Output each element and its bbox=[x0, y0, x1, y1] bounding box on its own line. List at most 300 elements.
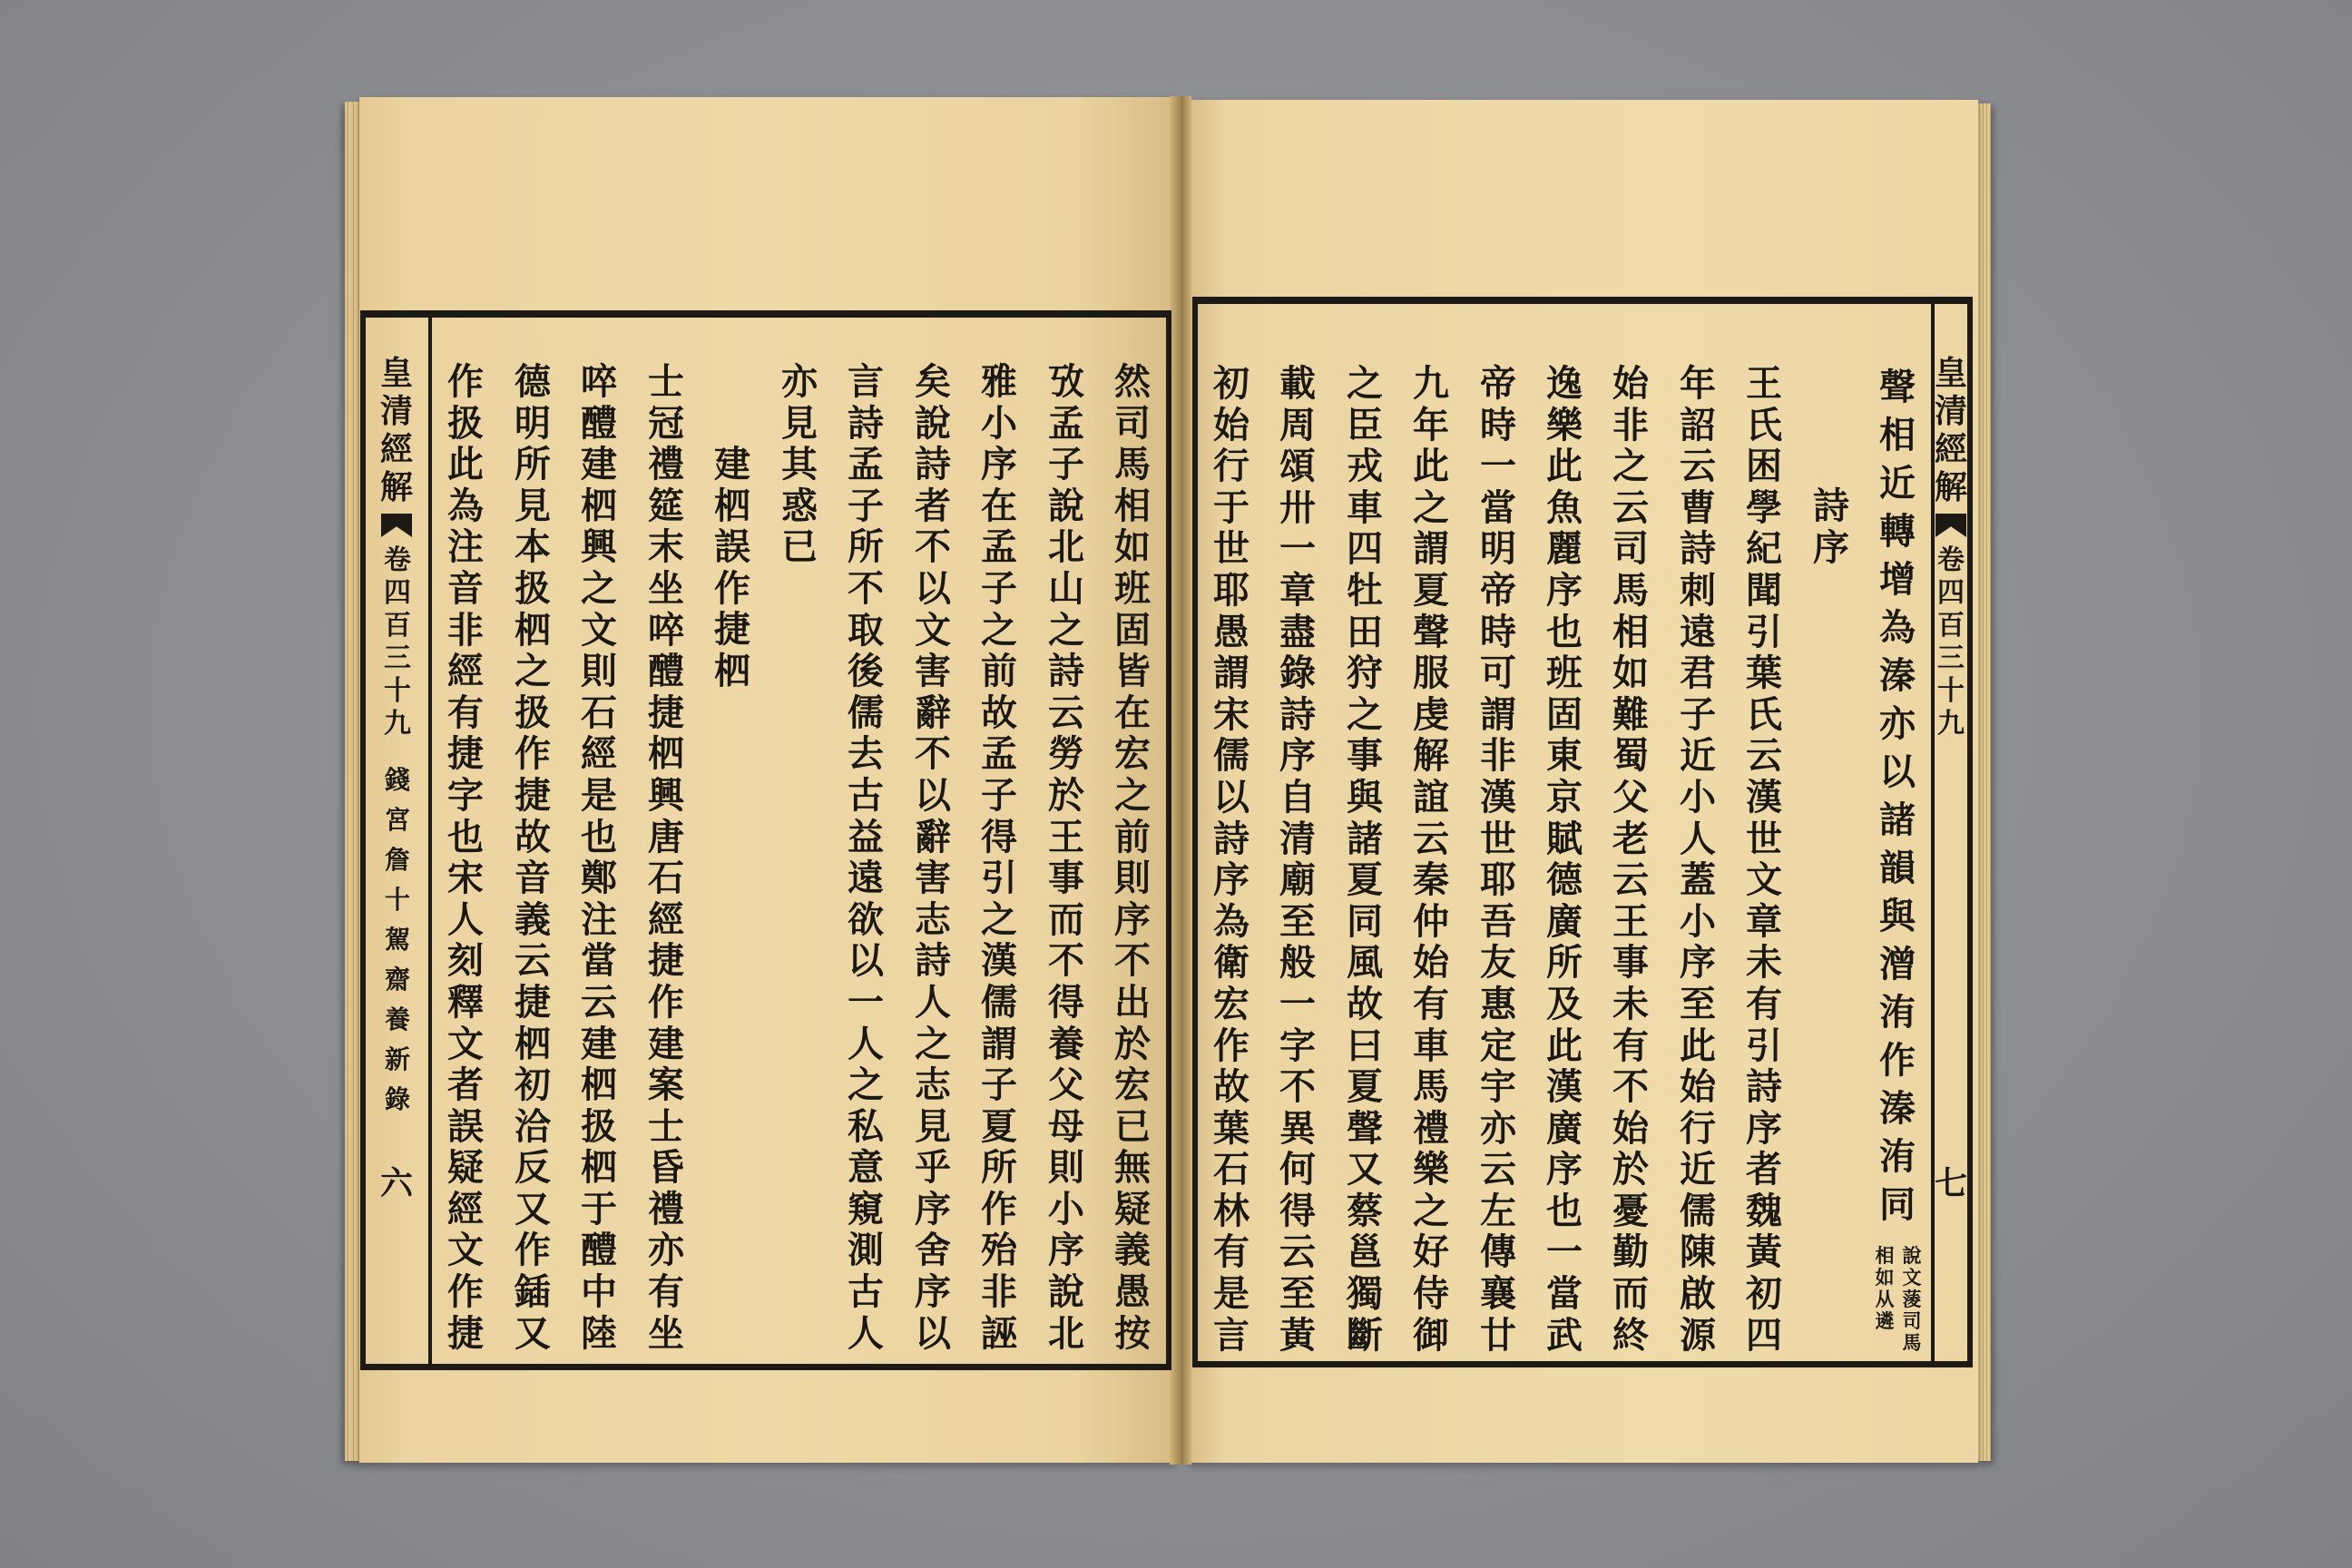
glyph: 柶 bbox=[514, 608, 551, 652]
glyph: 事 bbox=[1347, 734, 1383, 778]
glyph: 益 bbox=[848, 815, 884, 858]
glyph: 相 bbox=[1875, 1244, 1895, 1267]
glyph: 清 bbox=[379, 392, 413, 430]
glyph: 父 bbox=[1612, 775, 1649, 818]
glyph: 如 bbox=[1612, 652, 1649, 695]
glyph: 司 bbox=[1902, 1309, 1922, 1332]
glyph: 也 bbox=[447, 815, 484, 858]
glyph: 經 bbox=[379, 430, 413, 468]
glyph: 子 bbox=[981, 566, 1017, 610]
glyph: 於 bbox=[1048, 773, 1084, 817]
glyph: 云 bbox=[1413, 817, 1449, 860]
glyph: 蓋 bbox=[1680, 858, 1716, 902]
glyph: 意 bbox=[848, 1146, 884, 1190]
glyph: 亦 bbox=[1879, 702, 1916, 745]
glyph: 氏 bbox=[1746, 403, 1782, 446]
glyph: 建 bbox=[648, 1022, 684, 1065]
left-banxin-work-title bbox=[379, 760, 416, 1120]
glyph: 山 bbox=[1048, 566, 1084, 610]
glyph: 作 bbox=[447, 1270, 484, 1314]
glyph: 注 bbox=[447, 525, 484, 569]
glyph: 錢 bbox=[384, 765, 410, 795]
glyph: 一 bbox=[1546, 1230, 1583, 1274]
glyph: 漢 bbox=[1746, 775, 1782, 818]
glyph: 洧 bbox=[1879, 991, 1916, 1034]
glyph: 序 bbox=[1114, 897, 1151, 941]
glyph: 無 bbox=[1114, 1146, 1151, 1190]
glyph: 武 bbox=[1546, 1313, 1583, 1357]
glyph: 王 bbox=[1048, 815, 1084, 858]
glyph: 柶 bbox=[648, 732, 684, 776]
glyph: 漢 bbox=[1480, 775, 1516, 818]
glyph: 經 bbox=[1934, 430, 1967, 468]
glyph: 陸 bbox=[581, 1311, 617, 1355]
glyph: 古 bbox=[848, 773, 884, 817]
glyph: 以 bbox=[915, 1311, 951, 1355]
glyph: 亦 bbox=[648, 1229, 684, 1272]
glyph: 勞 bbox=[1048, 732, 1084, 776]
glyph: 文 bbox=[1746, 858, 1782, 902]
glyph: 者 bbox=[915, 484, 951, 527]
glyph: 聲 bbox=[1413, 610, 1449, 653]
glyph: 者 bbox=[1746, 1148, 1782, 1191]
glyph: 本 bbox=[514, 525, 551, 569]
glyph: 扱 bbox=[581, 1104, 617, 1148]
glyph: 車 bbox=[1347, 485, 1383, 529]
glyph: 三 bbox=[1937, 642, 1965, 674]
glyph: 衛 bbox=[1213, 941, 1250, 985]
glyph: 夏 bbox=[1413, 568, 1449, 612]
glyph: 取 bbox=[848, 608, 884, 652]
glyph: 興 bbox=[648, 773, 684, 817]
glyph: 建 bbox=[581, 443, 617, 486]
book-gutter bbox=[1170, 96, 1191, 1465]
glyph: 云 bbox=[1612, 858, 1649, 902]
glyph: 頌 bbox=[1279, 445, 1316, 488]
glyph: 卅 bbox=[1279, 485, 1316, 529]
glyph: 洧 bbox=[1879, 1135, 1916, 1178]
glyph: 序 bbox=[1813, 525, 1849, 569]
glyph: 葉 bbox=[1213, 1106, 1250, 1150]
glyph: 諸 bbox=[1879, 799, 1916, 841]
glyph: 人 bbox=[848, 1022, 884, 1065]
glyph: 儒 bbox=[848, 691, 884, 734]
glyph: 秦 bbox=[1413, 858, 1449, 902]
glyph: 固 bbox=[1546, 692, 1583, 736]
glyph: 未 bbox=[1746, 941, 1782, 985]
glyph: 之 bbox=[981, 897, 1017, 941]
glyph: 欲 bbox=[848, 897, 884, 941]
glyph: 序 bbox=[1213, 858, 1250, 902]
glyph: 以 bbox=[1213, 775, 1250, 818]
glyph: 為 bbox=[447, 484, 484, 527]
glyph: 聞 bbox=[1746, 568, 1782, 612]
glyph: 義 bbox=[1114, 1229, 1151, 1272]
glyph: 文 bbox=[1902, 1266, 1922, 1289]
glyph: 禮 bbox=[1413, 1106, 1449, 1150]
glyph: 序 bbox=[1048, 1229, 1084, 1272]
glyph: 作 bbox=[1879, 1039, 1916, 1082]
glyph: 小 bbox=[1680, 775, 1716, 818]
glyph: 困 bbox=[1746, 445, 1782, 488]
text-column bbox=[1866, 363, 1929, 1229]
glyph: 近 bbox=[1879, 462, 1916, 505]
glyph: 者 bbox=[447, 1063, 484, 1107]
glyph: 云 bbox=[1480, 1148, 1516, 1191]
glyph: 詩 bbox=[1279, 692, 1316, 736]
glyph: 有 bbox=[1413, 982, 1449, 1025]
glyph: 是 bbox=[581, 773, 617, 817]
glyph: 出 bbox=[1114, 980, 1151, 1024]
glyph: 誼 bbox=[1413, 775, 1449, 818]
glyph: 與 bbox=[1879, 895, 1916, 937]
glyph: 窺 bbox=[848, 1187, 884, 1230]
glyph: 時 bbox=[1480, 610, 1516, 653]
glyph: 當 bbox=[1480, 485, 1516, 529]
glyph: 醴 bbox=[581, 401, 617, 445]
glyph: 愚 bbox=[1213, 610, 1250, 653]
glyph: 石 bbox=[648, 857, 684, 900]
glyph: 源 bbox=[1680, 1313, 1716, 1357]
glyph: 皇 bbox=[1934, 354, 1967, 392]
glyph: 魚 bbox=[1546, 485, 1583, 529]
glyph: 魏 bbox=[1746, 1189, 1782, 1232]
glyph: 陳 bbox=[1680, 1230, 1716, 1274]
glyph: 疑 bbox=[1114, 1187, 1151, 1230]
right-page-edges bbox=[1976, 103, 1991, 1461]
glyph: 乎 bbox=[915, 1146, 951, 1190]
glyph: 司 bbox=[1612, 527, 1649, 571]
glyph: 然 bbox=[1114, 360, 1151, 403]
glyph: 此 bbox=[1680, 1024, 1716, 1067]
glyph: 此 bbox=[447, 443, 484, 486]
glyph: 母 bbox=[1048, 1104, 1084, 1148]
glyph: 孟 bbox=[981, 525, 1017, 569]
glyph: 小 bbox=[1048, 1187, 1084, 1230]
glyph: 學 bbox=[1746, 485, 1782, 529]
glyph: 溱 bbox=[1879, 654, 1916, 697]
glyph: 耶 bbox=[1213, 568, 1250, 612]
glyph: 作 bbox=[981, 1187, 1017, 1230]
glyph: 百 bbox=[1937, 610, 1965, 642]
glyph: 章 bbox=[1279, 568, 1316, 612]
text-column bbox=[768, 361, 831, 568]
glyph: 四 bbox=[384, 577, 411, 609]
glyph: 扱 bbox=[514, 691, 551, 734]
glyph: 注 bbox=[581, 897, 617, 941]
glyph: 詩 bbox=[1746, 1065, 1782, 1109]
glyph: 君 bbox=[1680, 652, 1716, 695]
glyph: 解 bbox=[379, 468, 413, 506]
glyph: 詩 bbox=[848, 401, 884, 445]
glyph: 漢 bbox=[1546, 1065, 1583, 1109]
glyph: 紀 bbox=[1746, 527, 1782, 571]
glyph: 九 bbox=[384, 708, 411, 740]
glyph: 至 bbox=[1680, 982, 1716, 1025]
glyph: 皆 bbox=[1114, 650, 1151, 693]
glyph: 非 bbox=[1612, 403, 1649, 446]
glyph: 侍 bbox=[1413, 1272, 1449, 1316]
glyph: 一 bbox=[1279, 982, 1316, 1025]
glyph: 捷 bbox=[447, 1311, 484, 1355]
glyph: 相 bbox=[1114, 484, 1151, 527]
glyph: 駕 bbox=[384, 925, 410, 955]
glyph: 相 bbox=[1612, 610, 1649, 653]
glyph: 醴 bbox=[581, 1229, 617, 1272]
glyph: 序 bbox=[1279, 734, 1316, 778]
glyph: 唐 bbox=[648, 815, 684, 858]
glyph: 醴 bbox=[648, 650, 684, 693]
glyph: 詩 bbox=[1813, 485, 1849, 527]
glyph: 也 bbox=[581, 815, 617, 858]
glyph: 謂 bbox=[1413, 527, 1449, 571]
glyph: 仲 bbox=[1413, 899, 1449, 943]
glyph: 樂 bbox=[1413, 1148, 1449, 1191]
glyph: 後 bbox=[848, 650, 884, 693]
glyph: 昏 bbox=[648, 1146, 684, 1190]
glyph: 得 bbox=[1048, 980, 1084, 1024]
glyph: 柶 bbox=[581, 1063, 617, 1107]
glyph: 字 bbox=[447, 773, 484, 817]
glyph: 害 bbox=[915, 857, 951, 900]
glyph: 夏 bbox=[981, 1104, 1017, 1148]
glyph: 曰 bbox=[1347, 1024, 1383, 1067]
glyph: 新 bbox=[384, 1044, 410, 1074]
glyph: 已 bbox=[781, 525, 818, 569]
glyph: 車 bbox=[1413, 1024, 1449, 1067]
glyph: 之 bbox=[1413, 1189, 1449, 1232]
glyph: 中 bbox=[581, 1270, 617, 1314]
glyph: 之 bbox=[848, 1063, 884, 1107]
glyph: 測 bbox=[848, 1229, 884, 1272]
glyph: 故 bbox=[981, 691, 1017, 734]
glyph: 儒 bbox=[1680, 1189, 1716, 1232]
glyph: 四 bbox=[1347, 527, 1383, 571]
glyph: 異 bbox=[1279, 1106, 1316, 1150]
glyph: 司 bbox=[1114, 401, 1151, 445]
glyph: 至 bbox=[1279, 899, 1316, 943]
glyph: 四 bbox=[1746, 1313, 1782, 1357]
glyph: 說 bbox=[1048, 1270, 1084, 1314]
glyph: 是 bbox=[1213, 1272, 1250, 1316]
glyph: 蔆 bbox=[1902, 1288, 1922, 1310]
glyph: 十 bbox=[384, 885, 410, 915]
glyph: 東 bbox=[1546, 734, 1583, 778]
text-column bbox=[1266, 363, 1329, 1356]
glyph: 左 bbox=[1480, 1189, 1516, 1232]
glyph: 之 bbox=[1347, 692, 1383, 736]
glyph: 子 bbox=[1680, 692, 1716, 736]
glyph: 則 bbox=[581, 650, 617, 693]
glyph: 京 bbox=[1546, 775, 1583, 818]
glyph: 清 bbox=[1279, 817, 1316, 860]
glyph: 宏 bbox=[1114, 1063, 1151, 1107]
glyph: 害 bbox=[915, 650, 951, 693]
glyph: 小 bbox=[981, 401, 1017, 445]
glyph: 狩 bbox=[1347, 652, 1383, 695]
glyph: 序 bbox=[1746, 1106, 1782, 1150]
glyph: 轉 bbox=[1879, 510, 1916, 553]
glyph: 孟 bbox=[1048, 401, 1084, 445]
glyph: 同 bbox=[1347, 899, 1383, 943]
glyph: 之 bbox=[1612, 445, 1649, 488]
glyph: 序 bbox=[915, 1270, 951, 1314]
glyph: 風 bbox=[1347, 941, 1383, 985]
glyph: 興 bbox=[581, 525, 617, 569]
glyph: 則 bbox=[1114, 857, 1151, 900]
glyph: 事 bbox=[1048, 857, 1084, 900]
text-column bbox=[1200, 363, 1263, 1356]
glyph: 馬 bbox=[1114, 443, 1151, 486]
glyph: 七 bbox=[1934, 1164, 1967, 1202]
entry-heading bbox=[1799, 361, 1863, 568]
glyph: 在 bbox=[981, 484, 1017, 527]
glyph: 廿 bbox=[1480, 1313, 1516, 1357]
glyph: 如 bbox=[1114, 525, 1151, 569]
glyph: 九 bbox=[1937, 708, 1965, 740]
glyph: 定 bbox=[1480, 1024, 1516, 1067]
glyph: 固 bbox=[1114, 608, 1151, 652]
glyph: 當 bbox=[581, 939, 617, 983]
glyph: 攷 bbox=[1048, 360, 1084, 403]
glyph: 此 bbox=[1546, 1024, 1583, 1067]
glyph: 廣 bbox=[1546, 899, 1583, 943]
glyph: 所 bbox=[848, 525, 884, 569]
glyph: 錄 bbox=[384, 1084, 410, 1114]
glyph: 反 bbox=[514, 1146, 551, 1190]
glyph: 又 bbox=[514, 1311, 551, 1355]
glyph: 詩 bbox=[1680, 527, 1716, 571]
glyph: 云 bbox=[1048, 691, 1084, 734]
glyph: 去 bbox=[848, 732, 884, 776]
glyph: 相 bbox=[1879, 414, 1916, 456]
glyph: 人 bbox=[848, 1311, 884, 1355]
glyph: 於 bbox=[1612, 1148, 1649, 1191]
glyph: 故 bbox=[1213, 1065, 1250, 1109]
glyph: 近 bbox=[1680, 1148, 1716, 1191]
glyph: 樂 bbox=[1546, 403, 1583, 446]
glyph: 說 bbox=[915, 401, 951, 445]
glyph: 石 bbox=[1213, 1148, 1250, 1191]
glyph: 啐 bbox=[581, 360, 617, 403]
glyph: 其 bbox=[781, 443, 818, 486]
glyph: 所 bbox=[1546, 941, 1583, 985]
glyph: 舍 bbox=[915, 1229, 951, 1272]
glyph: 之 bbox=[915, 1022, 951, 1065]
glyph: 馬 bbox=[1612, 568, 1649, 612]
glyph: 可 bbox=[1480, 652, 1516, 695]
glyph: 柶 bbox=[714, 649, 750, 692]
text-column bbox=[434, 361, 497, 1354]
glyph: 所 bbox=[514, 443, 551, 486]
glyph: 捷 bbox=[714, 608, 750, 652]
glyph: 所 bbox=[981, 1146, 1017, 1190]
glyph: 錄 bbox=[1279, 652, 1316, 695]
glyph: 作 bbox=[447, 360, 484, 403]
glyph: 則 bbox=[1048, 1146, 1084, 1190]
glyph: 一 bbox=[1279, 527, 1316, 571]
glyph: 以 bbox=[1879, 750, 1916, 793]
glyph: 之 bbox=[1048, 608, 1084, 652]
glyph: 襄 bbox=[1480, 1272, 1516, 1316]
glyph: 也 bbox=[1546, 1189, 1583, 1232]
glyph: 北 bbox=[1048, 1311, 1084, 1355]
glyph: 筵 bbox=[648, 484, 684, 527]
glyph: 解 bbox=[1934, 468, 1967, 506]
glyph: 四 bbox=[1937, 577, 1965, 609]
glyph: 禮 bbox=[648, 1187, 684, 1230]
glyph: 未 bbox=[1612, 982, 1649, 1025]
glyph: 百 bbox=[384, 610, 411, 642]
glyph: 子 bbox=[981, 773, 1017, 817]
glyph: 誤 bbox=[447, 1104, 484, 1148]
text-column bbox=[1101, 361, 1164, 1354]
glyph: 惠 bbox=[1480, 982, 1516, 1025]
glyph: 謂 bbox=[1213, 652, 1250, 695]
glyph: 洽 bbox=[514, 1104, 551, 1148]
interlinear-note bbox=[1871, 1245, 1898, 1332]
glyph: 序 bbox=[1546, 568, 1583, 612]
glyph: 不 bbox=[1048, 939, 1084, 983]
glyph: 云 bbox=[1746, 734, 1782, 778]
glyph: 班 bbox=[1546, 652, 1583, 695]
glyph: 按 bbox=[1114, 1311, 1151, 1355]
glyph: 音 bbox=[514, 857, 551, 900]
text-column bbox=[1599, 363, 1662, 1356]
glyph: 馬 bbox=[1413, 1065, 1449, 1109]
glyph: 齋 bbox=[384, 965, 410, 995]
glyph: 諸 bbox=[1347, 817, 1383, 860]
glyph: 文 bbox=[447, 1229, 484, 1272]
glyph: 冠 bbox=[648, 401, 684, 445]
glyph: 有 bbox=[648, 1270, 684, 1314]
glyph: 柶 bbox=[714, 484, 750, 527]
text-column bbox=[1466, 363, 1530, 1356]
glyph: 廟 bbox=[1279, 858, 1316, 902]
glyph: 子 bbox=[848, 484, 884, 527]
glyph: 石 bbox=[581, 691, 617, 734]
text-column bbox=[967, 361, 1031, 1354]
glyph: 古 bbox=[848, 1270, 884, 1314]
glyph: 聲 bbox=[1879, 366, 1916, 408]
glyph: 亦 bbox=[1480, 1106, 1516, 1150]
glyph: 養 bbox=[1048, 1022, 1084, 1065]
glyph: 如 bbox=[1875, 1266, 1895, 1289]
glyph: 有 bbox=[1612, 1024, 1649, 1067]
glyph: 于 bbox=[581, 1187, 617, 1230]
glyph: 此 bbox=[1413, 445, 1449, 488]
glyph: 一 bbox=[1480, 445, 1516, 488]
glyph: 不 bbox=[848, 566, 884, 610]
glyph: 前 bbox=[1114, 815, 1151, 858]
glyph: 行 bbox=[1680, 1106, 1716, 1150]
glyph: 不 bbox=[915, 525, 951, 569]
glyph: 葉 bbox=[1746, 652, 1782, 695]
glyph: 不 bbox=[1114, 939, 1151, 983]
glyph: 溱 bbox=[1879, 1087, 1916, 1130]
glyph: 柶 bbox=[581, 484, 617, 527]
glyph: 子 bbox=[1048, 443, 1084, 486]
entry-heading bbox=[701, 361, 764, 692]
glyph: 有 bbox=[1746, 982, 1782, 1025]
glyph: 難 bbox=[1612, 692, 1649, 736]
glyph: 不 bbox=[1279, 1065, 1316, 1109]
glyph: 詔 bbox=[1680, 403, 1716, 446]
glyph: 之 bbox=[1347, 362, 1383, 405]
glyph: 啐 bbox=[648, 608, 684, 652]
glyph: 誣 bbox=[981, 1311, 1017, 1355]
glyph: 夏 bbox=[1347, 1065, 1383, 1109]
